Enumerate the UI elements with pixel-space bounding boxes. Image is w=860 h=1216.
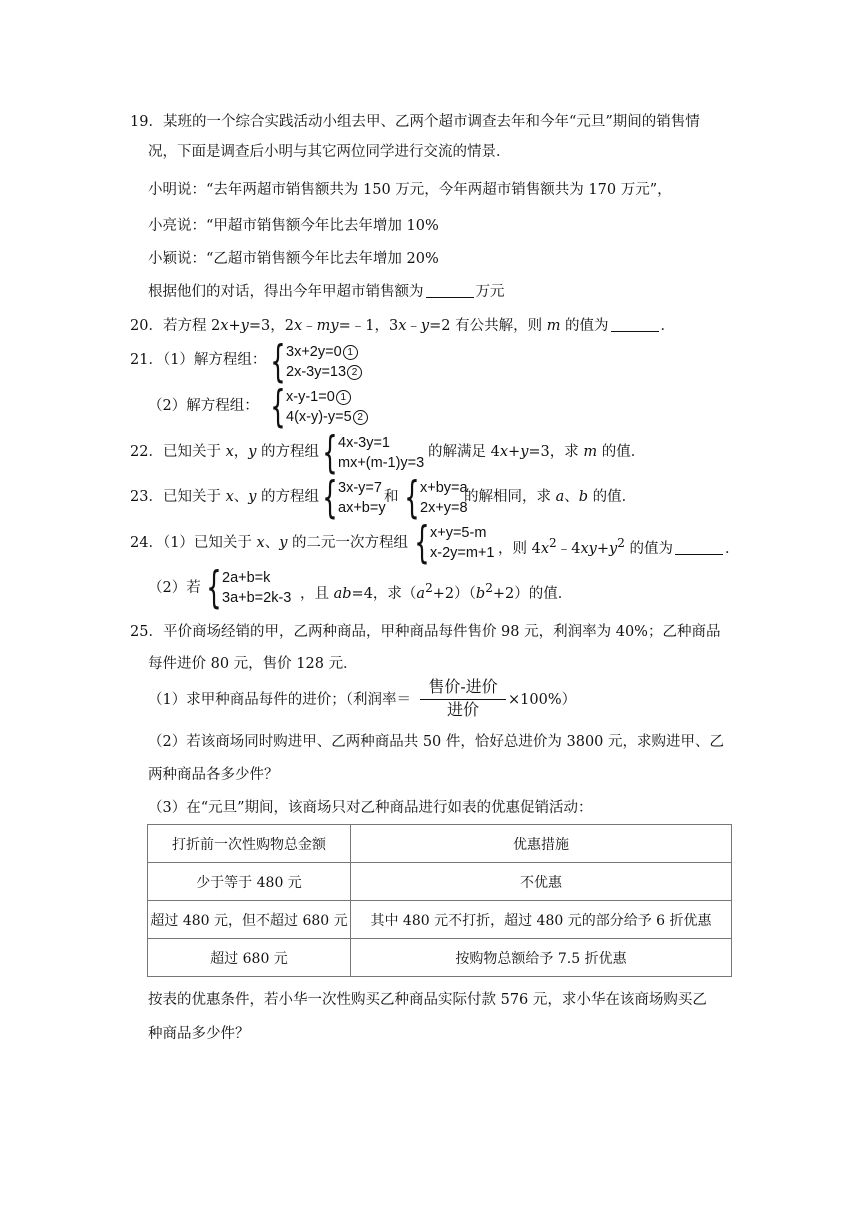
equation-text: x-y-1=0	[286, 389, 335, 405]
q22-text: 的方程组	[256, 444, 320, 460]
table-cell: 少于等于 480 元	[148, 863, 351, 901]
table-row	[148, 863, 732, 901]
var-y: y	[248, 489, 257, 505]
q19-line1: 19．某班的一个综合实践活动小组去甲、乙两个超市调查去年和今年“元旦”期间的销售情	[130, 114, 700, 130]
q23-text: 的方程组	[256, 489, 320, 505]
q19-line6-text: 根据他们的对话，得出今年甲超市销售额为	[148, 284, 424, 300]
q19-line2: 况，下面是调查后小明与其它两位同学进行交流的情景．	[148, 144, 511, 160]
q25-sub1-suffix: ×100%）	[508, 692, 577, 708]
q23-text: 、	[564, 489, 579, 505]
q24-part2-suffix	[300, 578, 572, 604]
q20-text: ﹣	[406, 318, 421, 334]
exponent: 2	[617, 536, 625, 550]
q23-text: 、	[233, 489, 249, 505]
equation: 4x-3y=1	[338, 435, 390, 451]
table-row	[148, 901, 732, 939]
q20-text: +	[228, 318, 241, 334]
q24-text: ﹣4	[556, 540, 581, 557]
brace-icon: {	[414, 517, 430, 568]
var-y: y	[248, 444, 257, 460]
q24-text: 、	[264, 535, 280, 551]
equation-text: 4(x-y)-y=5	[286, 409, 352, 425]
var-my: my	[316, 318, 339, 334]
var-x: x	[293, 318, 303, 334]
q25-line1: 25．平价商场经销的甲，乙两种商品，甲种商品每件售价 98 元，利润率为 40%；乙种商品	[130, 624, 721, 640]
q23-text: 23．已知关于	[130, 489, 226, 505]
q21-system2	[264, 381, 368, 432]
table-cell: 超过 680 元	[148, 939, 351, 977]
q24-text: 24．（1）已知关于	[130, 535, 257, 551]
q20-text: 20．若方程 2	[130, 318, 221, 334]
var-y: y	[420, 318, 430, 334]
q23-text: 的值．	[588, 489, 637, 505]
q22-text: 的值．	[597, 444, 646, 460]
circled-number-icon: 2	[353, 410, 368, 425]
q25-sub2-line2: 两种商品各多少件？	[148, 767, 279, 783]
q23-suffix	[464, 487, 636, 507]
brace-icon: {	[404, 472, 420, 523]
circled-number-icon: 1	[343, 345, 358, 360]
q24-text: 的值为	[624, 540, 673, 557]
equation	[286, 407, 368, 427]
var-y: y	[520, 444, 529, 460]
var-b: b	[578, 489, 589, 505]
q19-line6	[148, 282, 505, 302]
q25-sub3: （3）在“元旦”期间，该商场只对乙种商品进行如表的优惠促销活动：	[148, 800, 593, 816]
var-x: x	[540, 540, 550, 557]
q22-suffix	[428, 442, 645, 462]
var-ab: ab	[333, 585, 352, 602]
q19-line4: 小亮说：“甲超市销售额今年比去年增加 10%	[148, 218, 439, 234]
table-cell: 按购物总额给予 7.5 折优惠	[351, 939, 732, 977]
q20-text: ．	[660, 318, 676, 334]
q22-text: ，	[233, 444, 249, 460]
q23-prefix	[130, 487, 319, 507]
q21-label1: 21．（1）解方程组：	[130, 352, 267, 368]
table-cell: 不优惠	[351, 863, 732, 901]
var-x: x	[220, 318, 229, 334]
var-y: y	[279, 535, 288, 551]
exponent: 2	[549, 536, 557, 550]
q25-sub2-line1: （2）若该商场同时购进甲、乙两种商品共 50 件，恰好总进价为 3800 元，求购进甲、乙	[148, 734, 725, 750]
q22-system	[316, 427, 425, 478]
fraction-bar	[420, 699, 506, 700]
equation: x-2y=m+1	[430, 545, 495, 561]
var-m: m	[583, 444, 598, 460]
table-cell: 其中 480 元不打折，超过 480 元的部分给予 6 折优惠	[351, 901, 732, 939]
q24-suffix	[498, 533, 739, 559]
profit-rate-fraction	[420, 678, 506, 721]
promotion-table	[147, 824, 732, 977]
q25-final-line2: 种商品多少件？	[148, 1026, 250, 1042]
table-header-row	[148, 825, 732, 863]
q25-line2: 每件进价 80 元，售价 128 元．	[148, 656, 358, 672]
equation-text: 3x+2y=0	[286, 344, 342, 360]
q21-system1	[264, 336, 362, 387]
q24-text: =4，求（	[351, 585, 417, 602]
q20-text: =3，2	[248, 318, 294, 334]
table-header: 优惠措施	[351, 825, 732, 863]
equation	[286, 362, 362, 382]
q24-text: ，且	[300, 585, 334, 602]
var-xy: xy	[580, 540, 597, 557]
q19-line5: 小颖说：“乙超市销售额今年比去年增加 20%	[148, 251, 439, 267]
fraction-denominator: 进价	[446, 702, 479, 719]
var-a: a	[416, 585, 426, 602]
equation: 3x-y=7	[338, 480, 382, 496]
var-y: y	[240, 318, 249, 334]
var-x: x	[398, 318, 407, 334]
var-x: x	[256, 535, 265, 551]
q21-label2: （2）解方程组：	[148, 398, 259, 414]
brace-icon: {	[206, 562, 222, 613]
q24-text: ，则 4	[498, 540, 541, 557]
answer-blank	[611, 317, 659, 332]
var-a: a	[555, 489, 565, 505]
q20-text: ﹣	[302, 318, 317, 334]
brace-icon: {	[322, 472, 338, 523]
equation	[286, 387, 368, 407]
q19-line6-unit: 万元	[475, 284, 505, 300]
exponent: 2	[485, 581, 493, 595]
q22-prefix	[130, 442, 319, 462]
q24-text: +2）（	[432, 585, 476, 602]
brace-icon: {	[270, 381, 286, 432]
q20-text: =2 有公共解，则	[429, 318, 547, 334]
q23-system2	[398, 472, 468, 523]
equation: 2x+y=8	[420, 500, 468, 516]
brace-icon: {	[322, 427, 338, 478]
q20-text: 的值为	[560, 318, 609, 334]
circled-number-icon: 2	[347, 365, 362, 380]
var-y: y	[608, 540, 618, 557]
equation-text: 2x-3y=13	[286, 364, 347, 380]
equation	[286, 342, 362, 362]
q19-line3: 小明说：“去年两超市销售额共为 150 万元，今年两超市销售额共为 170 万元”，	[148, 182, 672, 198]
q24-system2	[200, 562, 292, 613]
q25-sub1-prefix: （1）求甲种商品每件的进价；（利润率＝	[148, 692, 411, 708]
q22-text: =3，求	[528, 444, 584, 460]
q24-text: +2）的值．	[492, 585, 573, 602]
answer-blank	[426, 283, 474, 298]
q24-system1	[408, 517, 495, 568]
q20-text: =﹣1，3	[338, 318, 399, 334]
q23-and: 和	[384, 489, 399, 505]
table-row	[148, 939, 732, 977]
var-b: b	[475, 585, 486, 602]
equation: 3a+b=2k-3	[222, 590, 292, 606]
q23-system1	[316, 472, 386, 523]
q24-part2-prefix: （2）若	[148, 580, 201, 596]
q22-text: +	[508, 444, 521, 460]
var-m: m	[546, 318, 561, 334]
equation: x+y=5-m	[430, 525, 487, 541]
circled-number-icon: 1	[336, 390, 351, 405]
q22-text: 的解满足 4	[428, 444, 500, 460]
q22-text: 22．已知关于	[130, 444, 226, 460]
q24-prefix	[130, 533, 408, 553]
q24-text: ．	[724, 540, 740, 557]
equation: x+by=a	[420, 480, 468, 496]
brace-icon: {	[270, 336, 286, 387]
q24-text: 的二元一次方程组	[287, 535, 409, 551]
exponent: 2	[425, 581, 433, 595]
q24-text: +	[596, 540, 609, 557]
var-x: x	[225, 489, 234, 505]
q23-text: 的解相同，求	[464, 489, 556, 505]
equation: ax+b=y	[338, 500, 386, 516]
table-header: 打折前一次性购物总金额	[148, 825, 351, 863]
equation: 2a+b=k	[222, 570, 271, 586]
var-x: x	[499, 444, 509, 460]
var-x: x	[225, 444, 234, 460]
equation: mx+(m-1)y=3	[338, 455, 425, 471]
fraction-numerator: 售价-进价	[428, 679, 498, 696]
q20-line	[130, 316, 675, 336]
table-cell: 超过 480 元，但不超过 680 元	[148, 901, 351, 939]
answer-blank	[675, 540, 723, 555]
q25-final-line1: 按表的优惠条件，若小华一次性购买乙种商品实际付款 576 元，求小华在该商场购买乙	[148, 992, 707, 1008]
